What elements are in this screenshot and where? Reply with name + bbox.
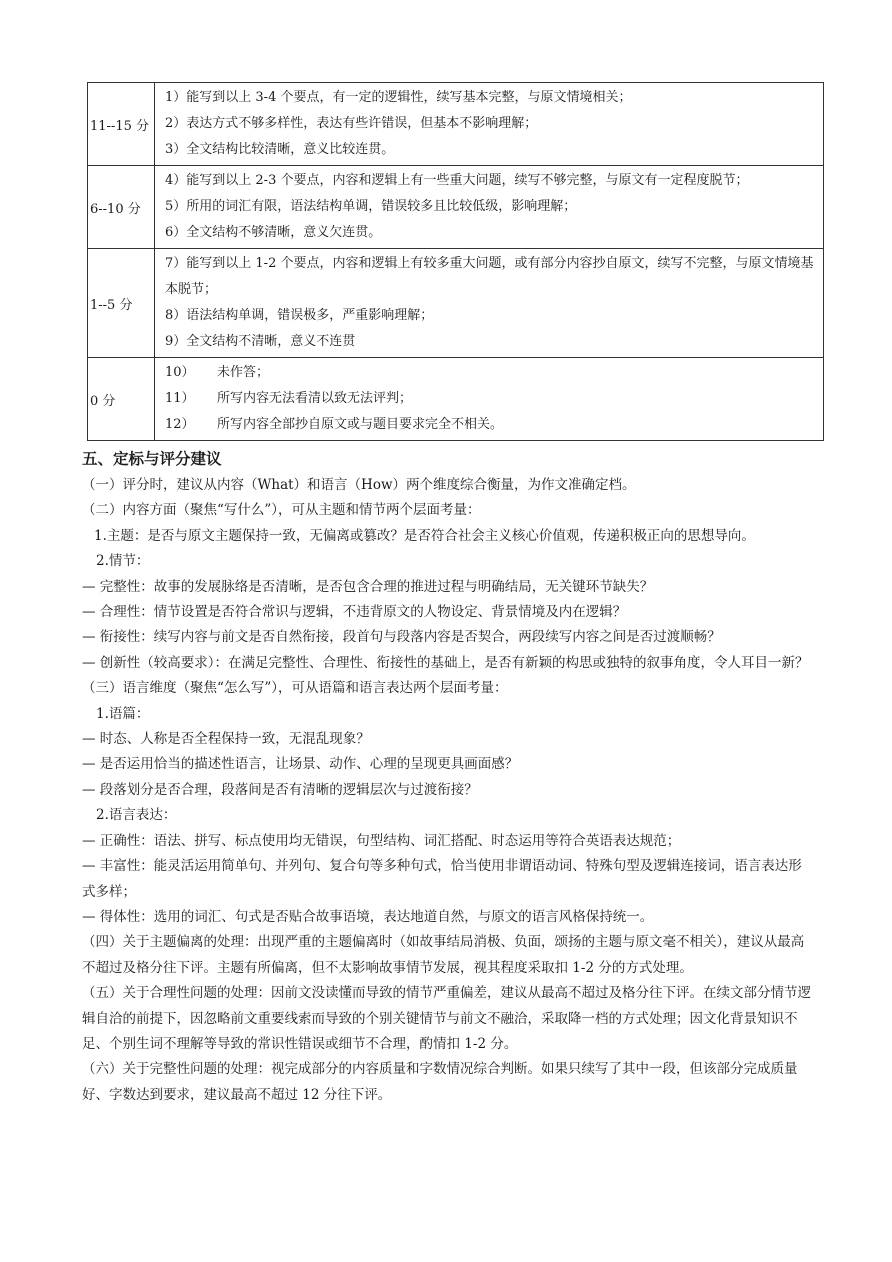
- bullet-item: — 是否运用恰当的描述性语言，让场景、动作、心理的呈现更具画面感？: [82, 756, 519, 773]
- score-band-cell: 11--15 分: [88, 83, 155, 166]
- score-band-cell: 6--10 分: [88, 166, 155, 249]
- criterion-line: [165, 360, 823, 386]
- criterion-line: 5）所用的词汇有限，语法结构单调，错误较多且比较低级，影响理解；: [165, 199, 577, 214]
- section-heading: 五、定标与评分建议: [82, 450, 222, 468]
- criterion-line: 4）能写到以上 2-3 个要点，内容和逻辑上有一些重大问题，续写不够完整，与原文有一定程度脱节；: [165, 173, 749, 188]
- bullet-item: — 衔接性：续写内容与前文是否自然衔接，段首句与段落内容是否契合，两段续写内容之间是否过渡顺畅？: [82, 629, 721, 646]
- score-band-cell: 0 分: [88, 358, 155, 441]
- table-row: [88, 83, 824, 166]
- scoring-guidelines: [82, 445, 815, 1108]
- criteria-cell: [155, 166, 824, 249]
- criterion-line: [165, 386, 823, 412]
- paragraph: 1.语篇：: [96, 705, 150, 722]
- paragraph: （六）关于完整性问题的处理：视完成部分的内容质量和字数情况综合判断。如果只续写了其中一段，但该部分完成质量好、字数达到要求，建议最高不超过 12 分往下评。: [82, 1061, 798, 1103]
- paragraph: （二）内容方面（聚焦“写什么”），可从主题和情节两个层面考量：: [82, 502, 481, 519]
- score-band-cell: 1--5 分: [88, 249, 155, 358]
- criterion-line: 3）全文结构比较清晰，意义比较连贯。: [165, 142, 395, 157]
- criterion-line: 7）能写到以上 1-2 个要点，内容和逻辑上有较多重大问题，或有部分内容抄自原文，续写不完整，与原文情境基本脱节；: [165, 256, 814, 297]
- criterion-line: 8）语法结构单调，错误极多，严重影响理解；: [165, 308, 434, 323]
- criterion-line: 6）全文结构不够清晰，意义欠连贯。: [165, 225, 382, 240]
- bullet-item: — 丰富性：能灵活运用简单句、并列句、复合句等多种句式，恰当使用非谓语动词、特殊句型及逻辑连接词，语言表达形式多样；: [82, 858, 802, 900]
- item-number: 11）: [165, 391, 195, 406]
- paragraph: （一）评分时，建议从内容（What）和语言（How）两个维度综合衡量，为作文准确定档。: [82, 477, 636, 493]
- bullet-item: — 创新性（较高要求）：在满足完整性、合理性、衔接性的基础上，是否有新颖的构思或独特的叙事角度，令人耳目一新？: [82, 654, 809, 671]
- item-text: 未作答；: [217, 365, 270, 380]
- item-text: 所写内容无法看清以致无法评判；: [217, 391, 413, 406]
- table-row: [88, 249, 824, 358]
- paragraph: （四）关于主题偏离的处理：出现严重的主题偏离时（如故事结局消极、负面，颂扬的主题与原文毫不相关），建议从最高不超过及格分往下评。主题有所偏离，但不太影响故事情节发展，视其程度采取扣 1-2 分的方式处理。: [82, 934, 805, 976]
- bullet-item: — 正确性：语法、拼写、标点使用均无错误，句型结构、词汇搭配、时态运用等符合英语表达规范；: [82, 832, 681, 849]
- bullet-item: — 合理性：情节设置是否符合常识与逻辑，不违背原文的人物设定、背景情境及内在逻辑？: [82, 604, 627, 621]
- item-number: 12）: [165, 417, 195, 432]
- bullet-item: — 段落划分是否合理，段落间是否有清晰的逻辑层次与过渡衔接？: [82, 781, 478, 798]
- rubric-table: [87, 82, 824, 441]
- paragraph: （五）关于合理性问题的处理：因前文没读懂而导致的情节严重偏差，建议从最高不超过及格分往下评。在续文部分情节逻辑自洽的前提下，因忽略前文重要线索而导致的个别关键情节与前文不融洽，采取降一档的方式处理；因文化背景知识不足、个别生词不理解等导致的常识性错误或细节不合理，酌情扣 1-2 分。: [82, 985, 811, 1052]
- criterion-line: 2）表达方式不够多样性，表达有些许错误，但基本不影响理解；: [165, 116, 538, 131]
- criteria-cell: [155, 249, 824, 358]
- table-row: [88, 358, 824, 441]
- paragraph: （三）语言维度（聚焦“怎么写”），可从语篇和语言表达两个层面考量：: [82, 680, 508, 697]
- bullet-item: — 得体性：选用的词汇、句式是否贴合故事语境，表达地道自然，与原文的语言风格保持统一。: [82, 908, 654, 925]
- criterion-line: 9）全文结构不清晰，意义不连贯: [165, 334, 356, 349]
- paragraph: 2.语言表达：: [96, 807, 177, 824]
- criterion-line: 1）能写到以上 3-4 个要点，有一定的逻辑性，续写基本完整，与原文情境相关；: [165, 90, 632, 105]
- paragraph: 2.情节：: [96, 553, 150, 570]
- bullet-item: — 时态、人称是否全程保持一致，无混乱现象？: [82, 731, 370, 748]
- item-number: 10）: [165, 365, 195, 380]
- table-row: [88, 166, 824, 249]
- criteria-cell: [155, 83, 824, 166]
- criterion-line: [165, 412, 823, 438]
- item-text: 所写内容全部抄自原文或与题目要求完全不相关。: [217, 417, 504, 432]
- bullet-item: — 完整性：故事的发展脉络是否清晰，是否包含合理的推进过程与明确结局，无关键环节缺失？: [82, 578, 654, 595]
- paragraph: 1.主题：是否与原文主题保持一致，无偏离或篡改？是否符合社会主义核心价值观，传递积极正向的思想导向。: [94, 527, 755, 544]
- criteria-cell: [155, 358, 824, 441]
